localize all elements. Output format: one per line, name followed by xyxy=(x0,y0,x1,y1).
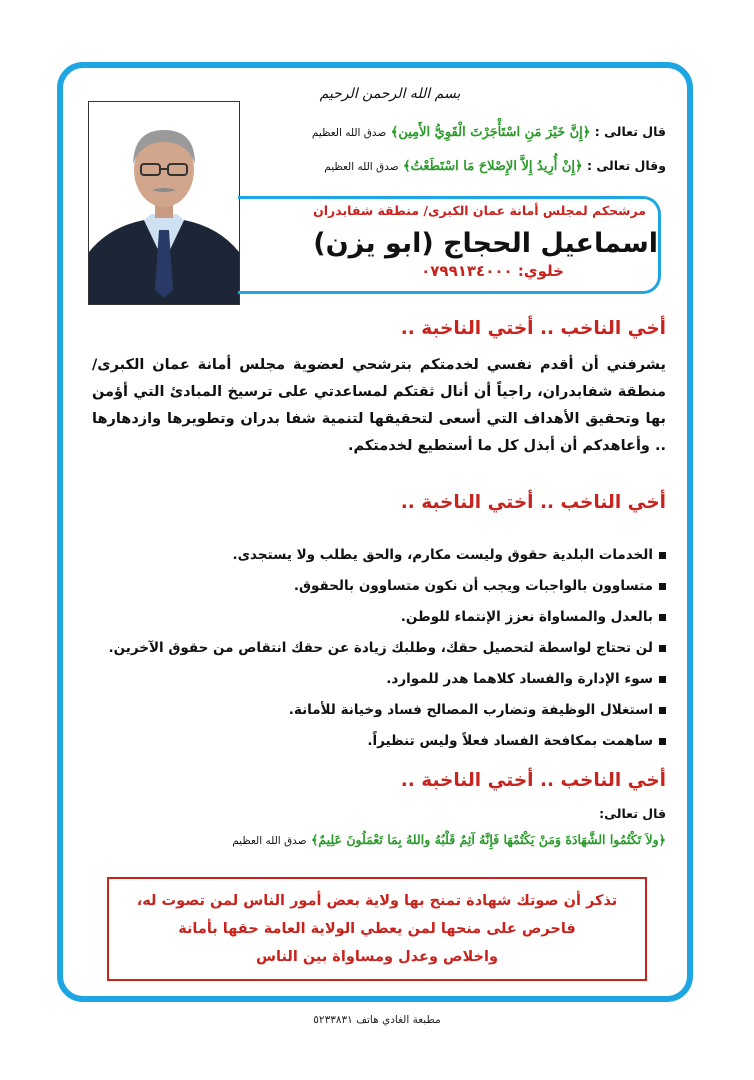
quote-sadaq: صدق الله العظيم xyxy=(311,127,387,139)
printer-footer: مطبعة الغادي هاتف ٥٢٣٣٨٣١ xyxy=(313,1014,441,1026)
bullet-square-icon xyxy=(659,614,666,621)
quote-verse-3 xyxy=(232,832,666,847)
quote-ayah: ﴿إِنْ أُرِيدُ إِلاَّ الإِصْلاحَ مَا اسْتَطَعْتُ﴾ xyxy=(403,159,583,174)
quote-verse-2 xyxy=(324,158,666,174)
list-item xyxy=(92,695,666,726)
quote-ayah: ﴿ولاَ تَكْتُمُوا الشَّهَادَةَ وَمَنْ يَكْتُمْهَا فَإِنَّهُ آثِمٌ قَلْبُهُ واللهُ بِمَا تَعْمَلُونَ عَلِيمٌ﴾ xyxy=(310,832,666,847)
list-item-text: لن تحتاج لواسطة لتحصيل حقك، وطلبك زيادة عن حقك انتقاص من حقوق الآخرين. xyxy=(108,640,653,656)
reminder-line-3: واخلاص وعدل ومساواة بين الناس xyxy=(256,949,498,965)
list-item-text: استغلال الوظيفة وتضارب المصالح فساد وخيانة للأمانة. xyxy=(288,702,653,718)
quote-sadaq: صدق الله العظيم xyxy=(232,835,307,847)
candidate-name: اسماعيل الحجاج (ابو يزن) xyxy=(313,228,658,259)
list-item xyxy=(92,571,666,602)
reminder-box xyxy=(107,877,647,981)
list-item-text: بالعدل والمساواة نعزز الإنتماء للوطن. xyxy=(400,609,653,625)
candidate-phone: خلوي: ٠٧٩٩١٣٤٠٠٠ xyxy=(421,262,564,280)
section-heading-3: أخي الناخب .. أختي الناخبة .. xyxy=(400,770,666,791)
bullet-square-icon xyxy=(659,676,666,683)
bullet-square-icon xyxy=(659,738,666,745)
said-label: قال تعالى: xyxy=(599,806,666,821)
candidate-subtitle: مرشحكم لمجلس أمانة عمان الكبرى/ منطقة شفابدران xyxy=(313,203,646,218)
quote-verse-1 xyxy=(312,124,666,140)
bullet-square-icon xyxy=(659,645,666,652)
candidate-photo xyxy=(88,101,240,305)
list-item xyxy=(92,540,666,571)
quote-lead: قال تعالى : xyxy=(594,124,666,139)
bullet-square-icon xyxy=(659,552,666,559)
bullet-square-icon xyxy=(659,583,666,590)
principles-list xyxy=(92,540,666,757)
reminder-line-2: فاحرص على منحها لمن يعطي الولاية العامة حقها بأمانة xyxy=(178,921,576,937)
basmala: بسم الله الرحمن الرحيم xyxy=(319,86,461,102)
section-heading-2: أخي الناخب .. أختي الناخبة .. xyxy=(400,492,666,513)
quote-ayah: ﴿إِنَّ خَيْرَ مَنِ اسْتَأْجَرْتَ الْقَوِيُّ الأَمِين﴾ xyxy=(390,125,591,140)
intro-paragraph: يشرفني أن أقدم نفسي لخدمتكم بترشحي لعضوية مجلس أمانة عمان الكبرى/ منطقة شفابدران، راجياً أن أنال ثقتكم لمساعدتي على ترسيخ المبادئ التي أؤمن بها وتحقيق الأهداف التي أسعى لتحقيقها لتنمية شفا بدران وتطويرها وازدهارها .. وأعاهدكم أن أبذل كل ما أستطيع لخدمتكم. xyxy=(92,357,666,454)
quote-sadaq: صدق الله العظيم xyxy=(324,161,399,173)
list-item xyxy=(92,633,666,664)
list-item xyxy=(92,726,666,757)
list-item-text: سوء الإدارة والفساد كلاهما هدر للموارد. xyxy=(386,671,653,687)
list-item-text: متساوون بالواجبات ويجب أن نكون متساوون بالحقوق. xyxy=(293,578,653,594)
list-item xyxy=(92,664,666,695)
list-item-text: الخدمات البلدية حقوق وليست مكارم، والحق يطلب ولا يستجدى. xyxy=(232,547,653,563)
quote-lead: وقال تعالى : xyxy=(587,158,666,173)
portrait-image xyxy=(89,102,239,304)
section-heading-1: أخي الناخب .. أختي الناخبة .. xyxy=(400,318,666,339)
list-item xyxy=(92,602,666,633)
list-item-text: ساهمت بمكافحة الفساد فعلاً وليس تنظيراً. xyxy=(367,733,653,749)
reminder-line-1: تذكر أن صوتك شهادة تمنح بها ولاية بعض أمور الناس لمن تصوت له، xyxy=(136,893,618,909)
bullet-square-icon xyxy=(659,707,666,714)
